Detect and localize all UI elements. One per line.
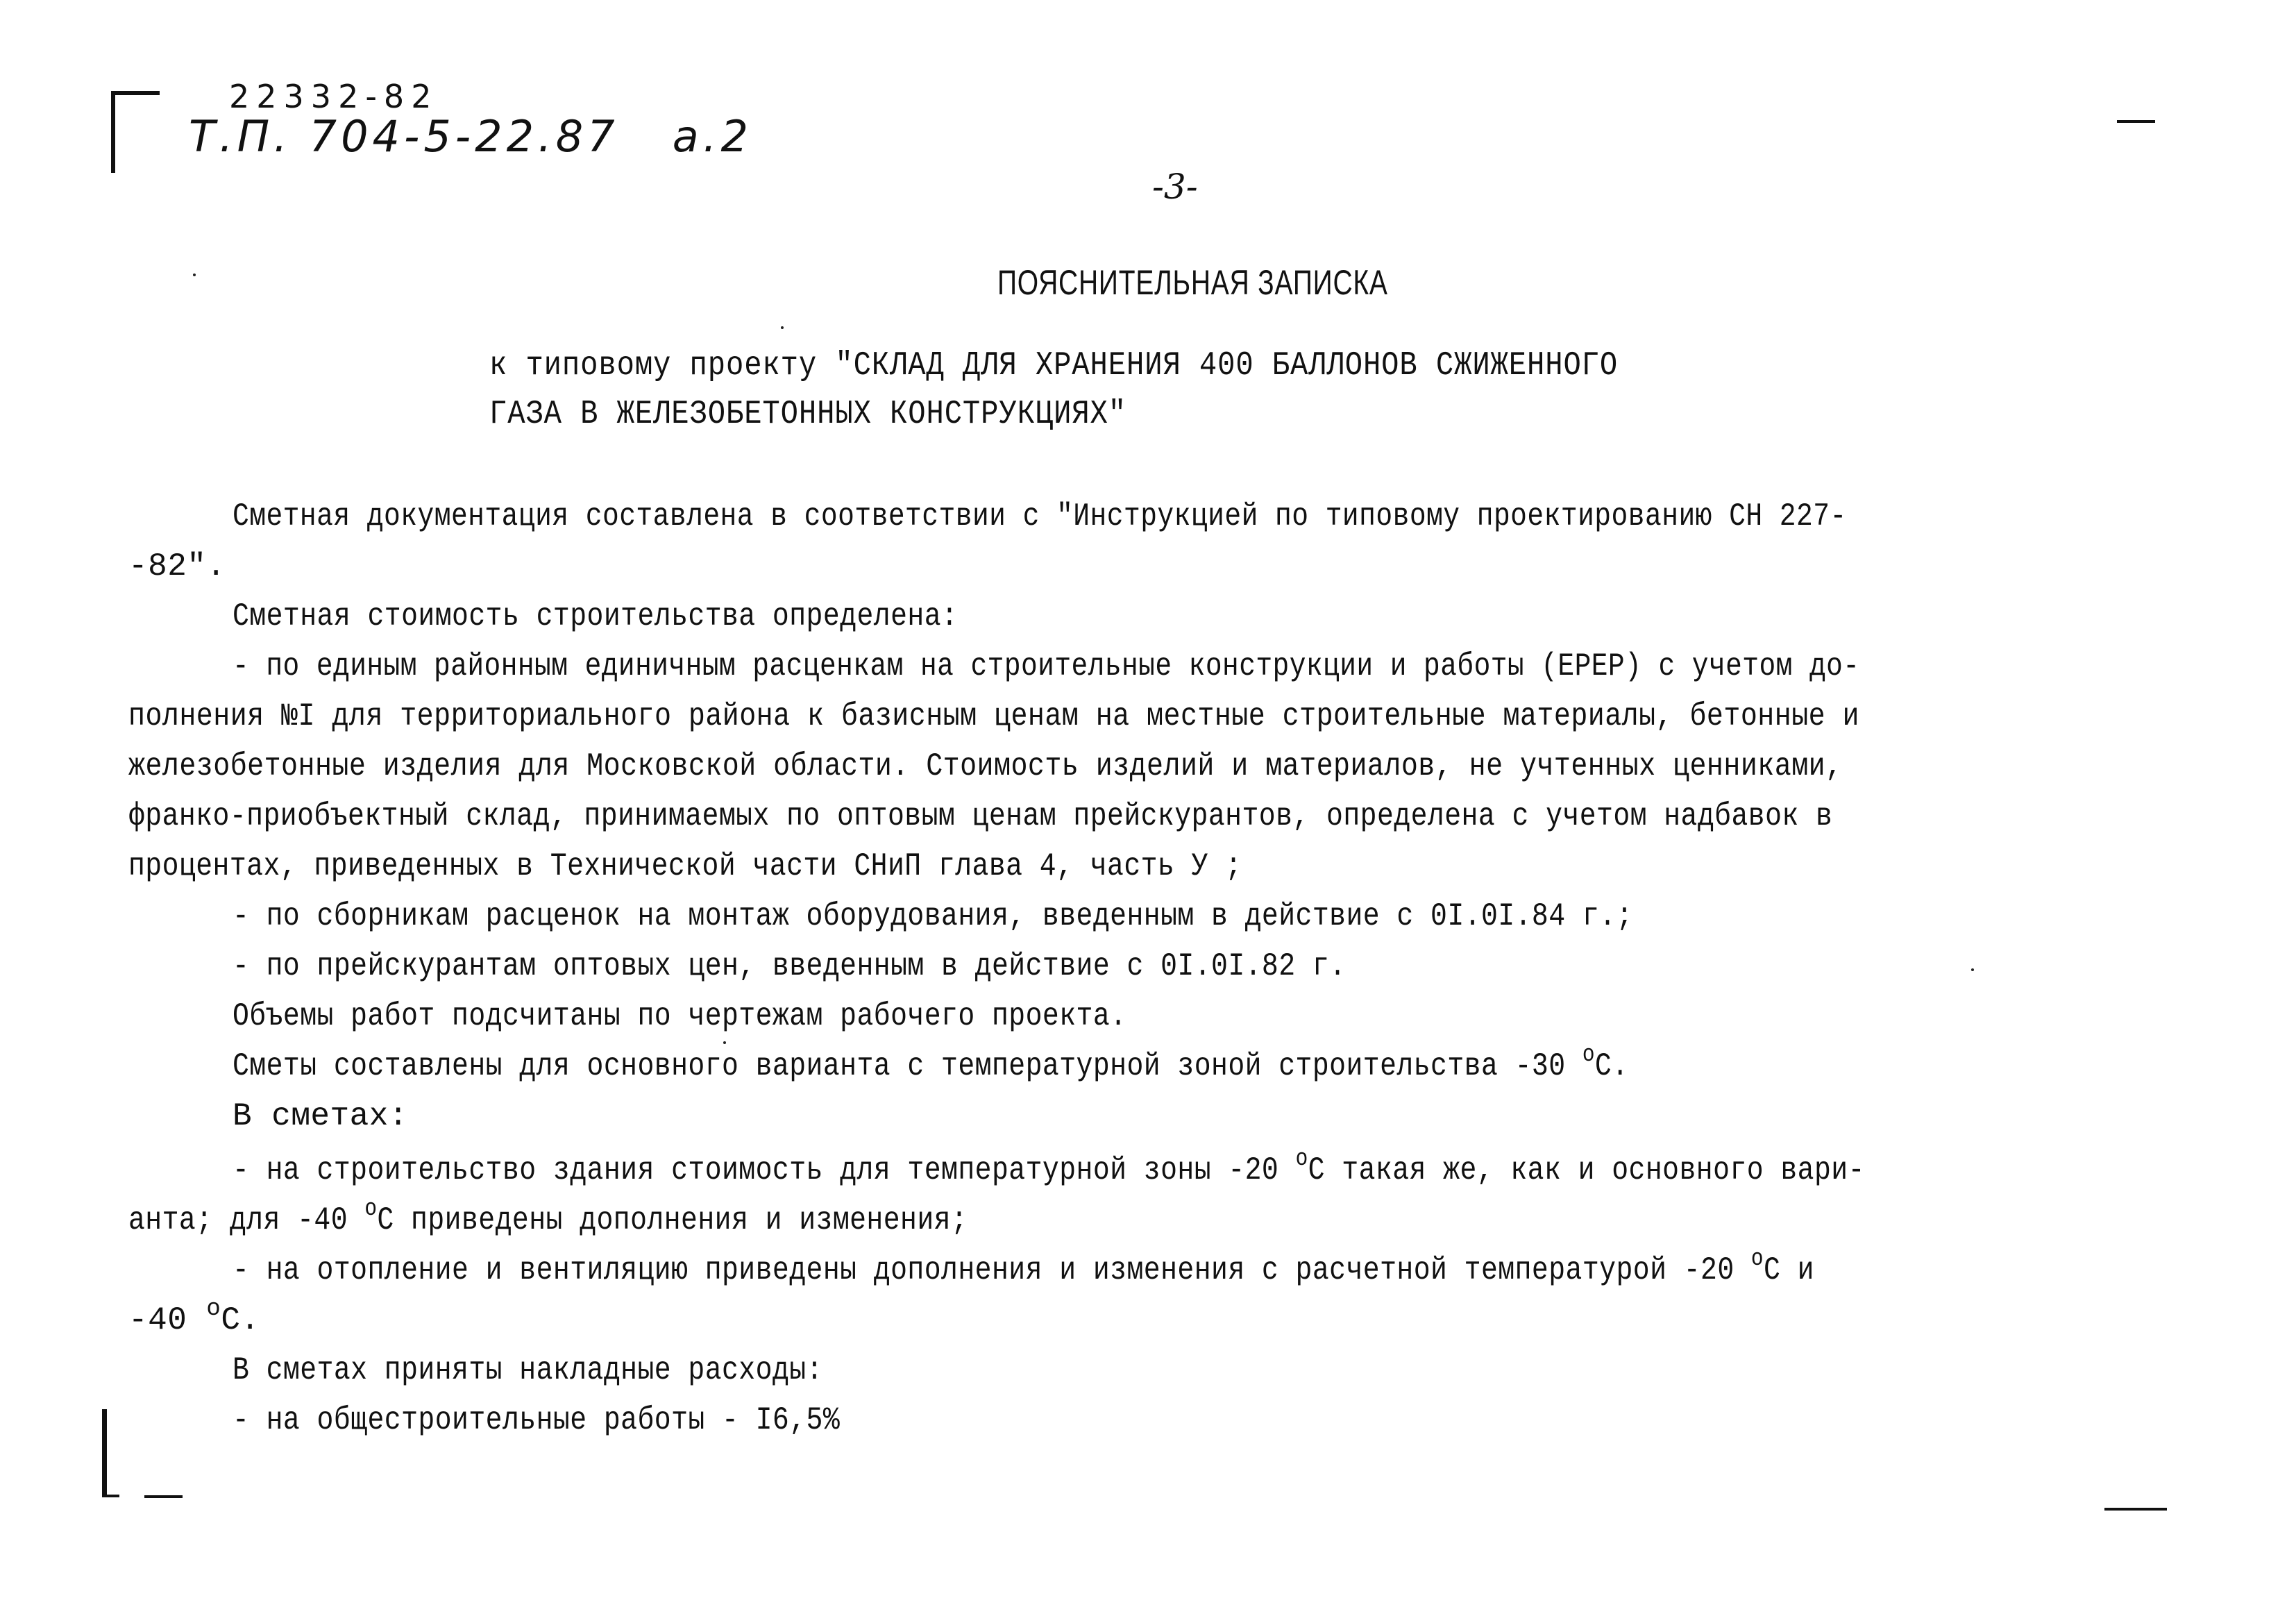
- body-text: -40: [128, 1302, 207, 1338]
- subtitle-line-1: к типовому проекту "СКЛАД ДЛЯ ХРАНЕНИЯ 400 БАЛЛОНОВ СЖИЖЕННОГО: [489, 347, 1619, 385]
- stamp-code: 22332-82: [229, 78, 439, 115]
- scan-speck: [723, 1041, 726, 1044]
- scan-speck: [1971, 968, 1974, 971]
- body-line: [233, 1146, 1865, 1188]
- body-line: процентах, приведенных в Технической части СНиП глава 4, часть У ;: [128, 848, 1242, 884]
- body-line: полнения №I для территориального района к базисным ценам на местные строительные материалы, бетонные и: [128, 698, 1860, 734]
- scan-speck: [781, 326, 784, 329]
- subtitle-line-2: ГАЗА В ЖЕЛЕЗОБЕТОННЫХ КОНСТРУКЦИЯХ": [489, 396, 1126, 433]
- stamp-bracket-left: [111, 91, 115, 173]
- body-line: - по прейскурантам оптовых цен, введенным в действие с 0I.0I.82 г.: [233, 948, 1347, 984]
- document-title: ПОЯСНИТЕЛЬНАЯ ЗАПИСКА: [997, 263, 1388, 302]
- body-line: -82".: [128, 548, 226, 584]
- body-text: - на отопление и вентиляцию приведены дополнения и изменения с расчетной температурой -20: [233, 1252, 1751, 1288]
- body-text: С.: [1594, 1048, 1629, 1084]
- degree-sign: o: [206, 1296, 221, 1322]
- margin-dash-bottom-right: [2104, 1508, 2167, 1511]
- body-line: [128, 1196, 968, 1238]
- body-line: франко-приобъектный склад, принимаемых по оптовым ценам прейскурантов, определена с учетом надбавок в: [128, 798, 1833, 834]
- body-line: Сметная документация составлена в соответствии с "Инструкцией по типовому проектированию СН 227-: [233, 498, 1847, 535]
- stamp-bracket-bottom-left: [102, 1409, 107, 1496]
- body-line: В сметах:: [233, 1098, 408, 1134]
- body-line: [233, 1246, 1814, 1288]
- body-text: С такая же, как и основного вари-: [1308, 1152, 1865, 1188]
- degree-sign: o: [1295, 1146, 1308, 1172]
- body-line: - по единым районным единичным расценкам на строительные конструкции и работы (ЕРЕР) с учетом до-: [233, 648, 1860, 684]
- body-text: - на строительство здания стоимость для температурной зоны -20: [233, 1152, 1296, 1188]
- body-text: Сметы составлены для основного варианта с температурной зоной строительства -30: [233, 1048, 1582, 1084]
- body-line: железобетонные изделия для Московской области. Стоимость изделий и материалов, не учтенных ценниками,: [128, 748, 1843, 784]
- degree-sign: o: [364, 1196, 378, 1222]
- body-line: - по сборникам расценок на монтаж оборудования, введенным в действие с 0I.0I.84 г.;: [233, 898, 1633, 934]
- stamp-bracket-top: [112, 91, 160, 95]
- body-line: [128, 1296, 260, 1338]
- body-line: - на общестроительные работы - I6,5%: [233, 1402, 841, 1438]
- body-text: анта; для -40: [128, 1202, 365, 1238]
- margin-dash-top-right: [2117, 120, 2155, 123]
- degree-sign: o: [1582, 1042, 1595, 1068]
- page-number: -3-: [1152, 167, 1198, 207]
- scan-speck: [193, 274, 196, 276]
- body-line: [233, 1042, 1629, 1084]
- stamp-reference: Т.П. 704-5-22.87 а.2: [189, 111, 752, 162]
- body-text: С.: [221, 1302, 260, 1338]
- body-text: С и: [1764, 1252, 1814, 1288]
- stamp-bracket-bottom-foot: [102, 1495, 119, 1497]
- margin-dash-bottom-left: [144, 1495, 183, 1498]
- body-text: С приведены дополнения и изменения;: [377, 1202, 968, 1238]
- degree-sign: o: [1750, 1246, 1764, 1272]
- body-line: В сметах приняты накладные расходы:: [233, 1352, 823, 1388]
- body-line: Сметная стоимость строительства определена:: [233, 598, 959, 634]
- body-line: Объемы работ подсчитаны по чертежам рабочего проекта.: [233, 998, 1127, 1034]
